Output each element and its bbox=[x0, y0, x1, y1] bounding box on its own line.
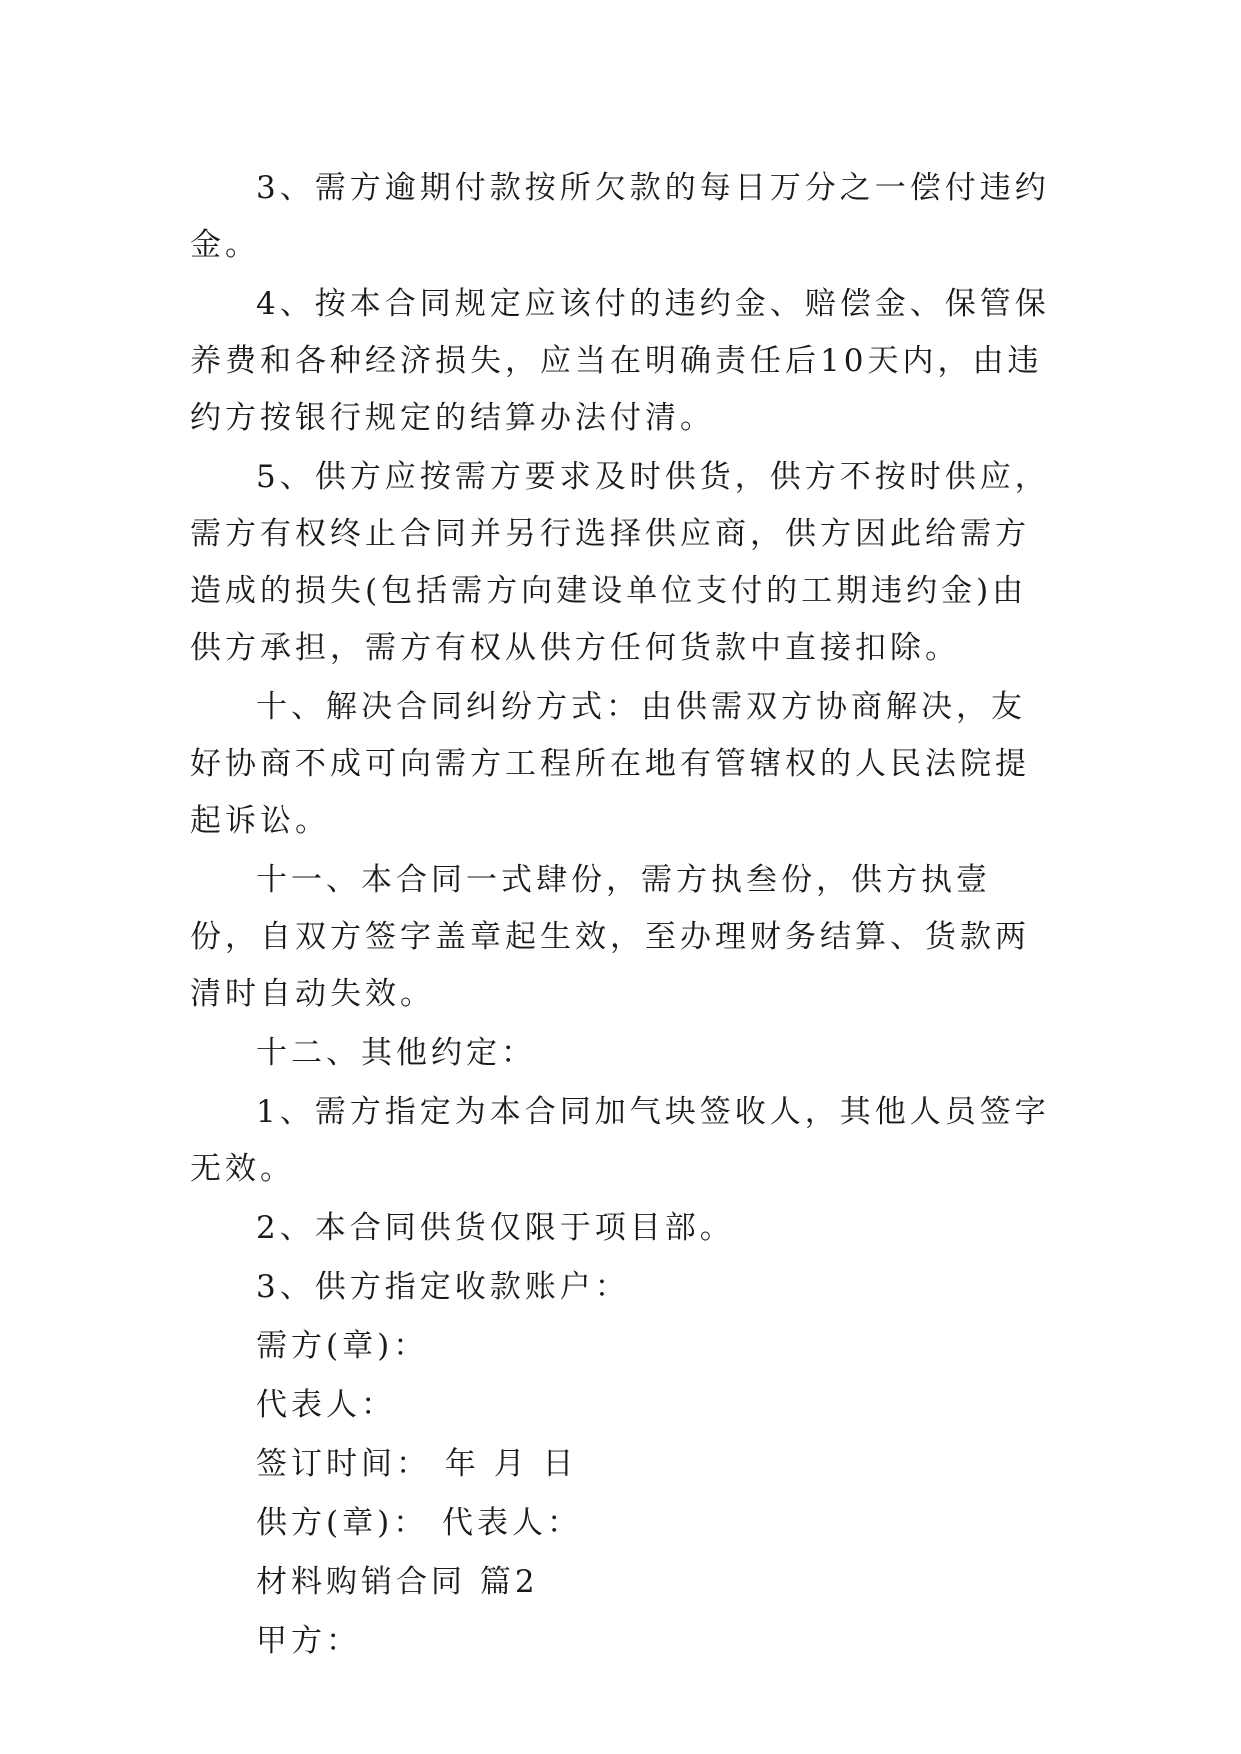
signature-supplier: 供方(章)： 代表人： bbox=[256, 1505, 583, 1541]
paragraph-other-terms-heading: 十二、其他约定： bbox=[256, 1035, 536, 1071]
paragraph-dispute-resolution: 十、解决合同纠纷方式：由供需双方协商解决，友好协商不成可向需方工程所在地有管辖权的人民法院提起诉讼。 bbox=[190, 689, 1030, 839]
contract-title-part-2: 材料购销合同 篇2 bbox=[256, 1564, 539, 1600]
paragraph-supply-scope: 2、本合同供货仅限于项目部。 bbox=[256, 1210, 735, 1246]
paragraph-copies-validity: 十一、本合同一式肆份，需方执叁份，供方执壹份，自双方签字盖章起生效，至办理财务结算、货款两清时自动失效。 bbox=[190, 862, 1030, 1012]
paragraph-designated-signer: 1、需方指定为本合同加气块签收人，其他人员签字无效。 bbox=[190, 1094, 1050, 1187]
paragraph-penalty-late-payment: 3、需方逾期付款按所欠款的每日万分之一偿付违约金。 bbox=[190, 170, 1050, 263]
paragraph-payment-account: 3、供方指定收款账户： bbox=[256, 1269, 630, 1305]
party-a-label: 甲方： bbox=[256, 1623, 361, 1659]
paragraph-supply-obligation: 5、供方应按需方要求及时供货，供方不按时供应，需方有权终止合同并另行选择供应商，供方因此给需方造成的损失(包括需方向建设单位支付的工期违约金)由供方承担，需方有权从供方任何货款中直接扣除。 bbox=[190, 459, 1050, 666]
document-body bbox=[190, 160, 1060, 1670]
signature-buyer-seal: 需方(章)： bbox=[256, 1328, 429, 1364]
signature-date: 签订时间： 年 月 日 bbox=[256, 1446, 578, 1482]
paragraph-compensation-settlement: 4、按本合同规定应该付的违约金、赔偿金、保管保养费和各种经济损失，应当在明确责任后10天内，由违约方按银行规定的结算办法付清。 bbox=[190, 286, 1050, 436]
signature-buyer-representative: 代表人： bbox=[256, 1387, 396, 1423]
